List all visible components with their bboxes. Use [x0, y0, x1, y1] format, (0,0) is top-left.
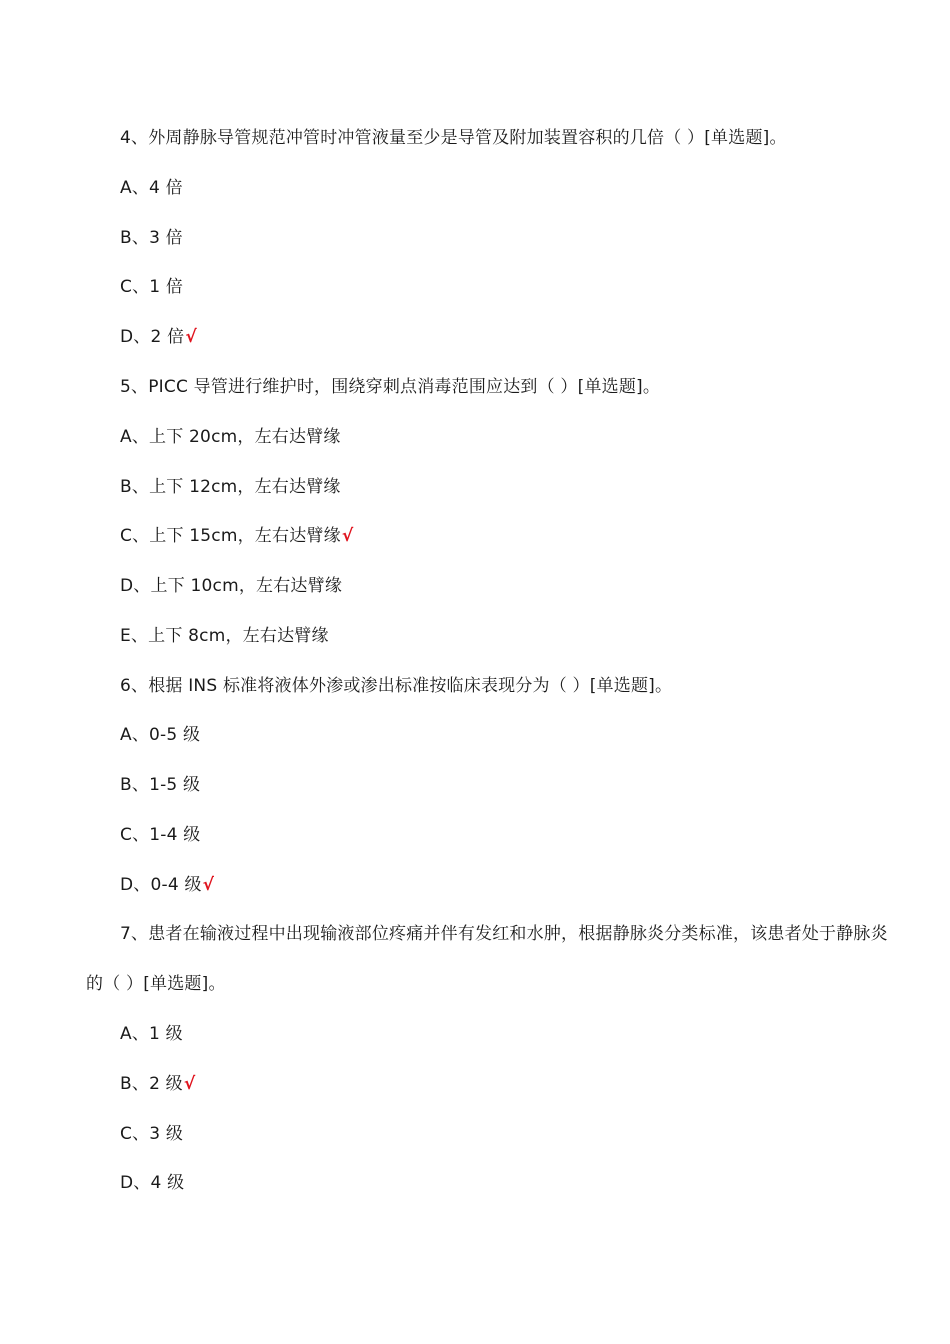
question-7-option-b — [120, 1072, 195, 1096]
question-5-option-e — [120, 624, 330, 648]
answer-check-icon: √ — [183, 1074, 196, 1094]
question-text: 7、患者在输液过程中出现输液部位疼痛并伴有发红和水肿，根据静脉炎分类标准，该患者处于静脉炎 — [120, 924, 888, 944]
question-7-stem — [120, 922, 888, 946]
question-6-stem — [120, 674, 672, 698]
option-text: D、4 级 — [120, 1173, 185, 1193]
question-7-stem-continued — [86, 972, 226, 996]
option-text: D、上下 10cm，左右达臂缘 — [120, 576, 343, 596]
question-text: 的（ ）[单选题]。 — [86, 974, 226, 994]
option-text: D、2 倍 — [120, 327, 185, 347]
question-text: 5、PICC 导管进行维护时，围绕穿刺点消毒范围应达到（ ）[单选题]。 — [120, 377, 661, 397]
question-7-option-a — [120, 1022, 184, 1046]
option-text: C、3 级 — [120, 1124, 184, 1144]
question-6-option-c — [120, 823, 201, 847]
question-7-option-d — [120, 1171, 185, 1195]
option-text: C、1-4 级 — [120, 825, 201, 845]
option-text: B、上下 12cm，左右达臂缘 — [120, 477, 341, 497]
question-6-option-b — [120, 773, 201, 797]
option-text: B、2 级 — [120, 1074, 183, 1094]
question-text: 4、外周静脉导管规范冲管时冲管液量至少是导管及附加装置容积的几倍（ ）[单选题]。 — [120, 128, 787, 148]
option-text: A、4 倍 — [120, 178, 183, 198]
question-5-option-b — [120, 475, 342, 499]
question-5-option-a — [120, 425, 342, 449]
option-text: C、1 倍 — [120, 277, 184, 297]
option-text: D、0-4 级 — [120, 875, 202, 895]
answer-check-icon: √ — [341, 526, 354, 546]
question-4-option-a — [120, 176, 184, 200]
answer-check-icon: √ — [202, 875, 215, 895]
question-5-option-d — [120, 574, 343, 598]
option-text: A、上下 20cm，左右达臂缘 — [120, 427, 341, 447]
question-4-option-b — [120, 226, 184, 250]
option-text: A、0-5 级 — [120, 725, 201, 745]
option-text: C、上下 15cm，左右达臂缘 — [120, 526, 341, 546]
question-6-option-d — [120, 873, 214, 897]
question-5-stem — [120, 375, 660, 399]
question-4-option-d — [120, 325, 197, 349]
question-5-option-c — [120, 524, 353, 548]
option-text: A、1 级 — [120, 1024, 183, 1044]
question-4-stem — [120, 126, 787, 150]
question-6-option-a — [120, 723, 201, 747]
question-7-option-c — [120, 1122, 184, 1146]
question-text: 6、根据 INS 标准将液体外渗或渗出标准按临床表现分为（ ）[单选题]。 — [120, 676, 673, 696]
question-4-option-c — [120, 275, 184, 299]
option-text: B、3 倍 — [120, 228, 183, 248]
option-text: B、1-5 级 — [120, 775, 201, 795]
option-text: E、上下 8cm，左右达臂缘 — [120, 626, 329, 646]
answer-check-icon: √ — [185, 327, 197, 347]
